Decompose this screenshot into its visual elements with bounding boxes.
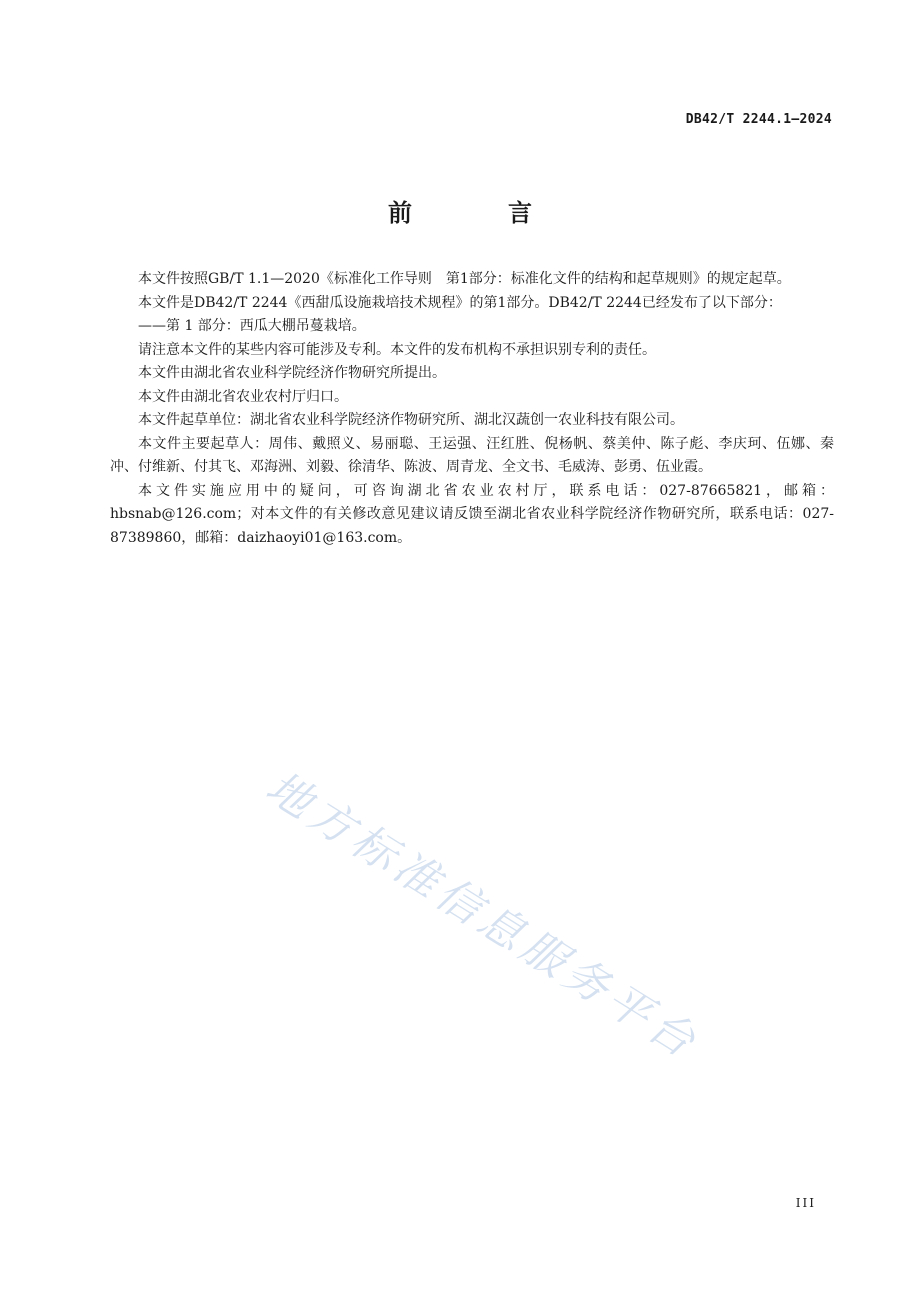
paragraph-administrator: 本文件由湖北省农业农村厅归口。	[138, 388, 348, 405]
paragraph-part-list-item: ——第 1 部分：西瓜大棚吊蔓栽培。	[138, 318, 366, 334]
foreword-body	[110, 268, 834, 550]
paragraph-patent-notice: 请注意本文件的某些内容可能涉及专利。本文件的发布机构不承担识别专利的责任。	[138, 341, 656, 358]
paragraph-drafting-basis: 本文件按照GB/T 1.1—2020《标准化工作导则 第1部分：标准化文件的结构和起草规则》的规定起草。	[138, 271, 791, 287]
paragraph-drafters: 本文件主要起草人：周伟、戴照义、易丽聪、王运强、汪红胜、倪杨帆、蔡美仲、陈子彪、李庆珂、伍娜、秦冲、付维新、付其飞、邓海洲、刘毅、徐清华、陈波、周青龙、全文书、毛威涛、彭勇、伍业霞。	[110, 435, 834, 475]
paragraph-drafting-units: 本文件起草单位：湖北省农业科学院经济作物研究所、湖北汉蔬创一农业科技有限公司。	[138, 412, 684, 428]
watermark: 地方标准信息服务平台	[257, 761, 709, 1070]
paragraph-part-info: 本文件是DB42/T 2244《西甜瓜设施栽培技术规程》的第1部分。DB42/T 2244已经发布了以下部分：	[138, 294, 782, 311]
paragraph-proposer: 本文件由湖北省农业科学院经济作物研究所提出。	[138, 365, 446, 381]
document-code: DB42/T 2244.1—2024	[685, 112, 832, 127]
paragraph-contact: 本文件实施应用中的疑问，可咨询湖北省农业农村厅，联系电话：027-87665821，邮箱：hbsnab@126.com；对本文件的有关修改意见建议请反馈至湖北省农业科学院经济作物研究所，联系电话：027-87389860，邮箱：daizhaoyi01@163.com。	[110, 482, 834, 546]
page-number: III	[795, 1196, 816, 1210]
page-title: 前 言	[388, 199, 568, 227]
